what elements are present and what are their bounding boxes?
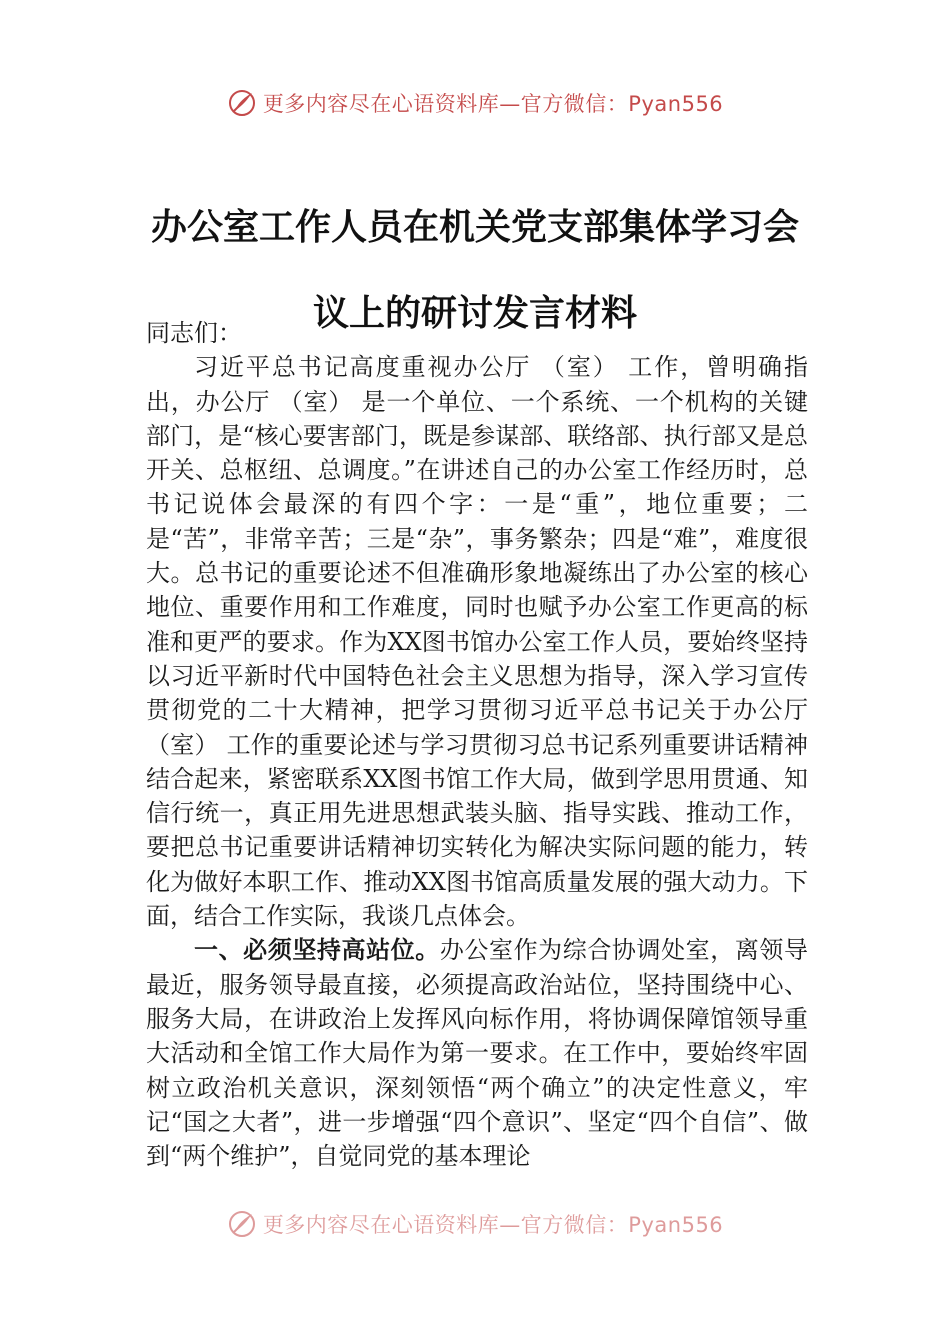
- greeting: 同志们：: [146, 319, 242, 347]
- section-1-heading: 一、必须坚持高站位。: [194, 935, 440, 965]
- quill-logo-icon: [227, 88, 257, 118]
- section-1-text: 办公室作为综合协调处室，离领导最近，服务领导最直接，必须提高政治站位，坚持围绕中心、服务大局，在讲政治上发挥风向标作用，将协调保障馆领导重大活动和全馆工作大局作为第一要求。在工作中，要始终牢固树立政治机关意识，深刻领悟“两个确立”的决定性意义，牢记“国之大者”，进一步增强“四个意识”、坚定“四个自信”、做到“两个维护”，自觉同党的基本理论: [146, 936, 809, 1171]
- document-body: [146, 316, 808, 1173]
- quill-logo-icon: [227, 1209, 257, 1239]
- watermark-text: 更多内容尽在心语资料库—官方微信：Pyan556: [262, 1213, 724, 1237]
- watermark-text: 更多内容尽在心语资料库—官方微信：Pyan556: [262, 92, 724, 116]
- watermark-footer: [0, 1209, 950, 1239]
- paragraph-section-1: [146, 933, 808, 1173]
- title-line-1: 办公室工作人员在机关党支部集体学习会: [150, 206, 799, 248]
- paragraph-intro: 习近平总书记高度重视办公厅 （室） 工作，曾明确指出，办公厅 （室） 是一个单位、一个系统、一个机构的关键部门，是“核心要害部门，既是参谋部、联络部、执行部又是总开关、总枢纽、总调度。”在讲述自己的办公室工作经历时，总书记说体会最深的有四个字：一是“重”，地位重要；二是“苦”，非常辛苦；三是“杂”，事务繁杂；四是“难”，难度很大。总书记的重要论述不但准确形象地凝练出了办公室的核心地位、重要作用和工作难度，同时也赋予办公室工作更高的标准和更严的要求。作为XX图书馆办公室工作人员，要始终坚持以习近平新时代中国特色社会主义思想为指导，深入学习宣传贯彻党的二十大精神，把学习贯彻习近平总书记关于办公厅 （室） 工作的重要论述与学习贯彻习总书记系列重要讲话精神结合起来，紧密联系XX图书馆工作大局，做到学思用贯通、知信行统一，真正用先进思想武装头脑、指导实践、推动工作，要把总书记重要讲话精神切实转化为解决实际问题的能力，转化为做好本职工作、推动XX图书馆高质量发展的强大动力。下面，结合工作实际，我谈几点体会。: [146, 353, 808, 931]
- title-line-2: 议上的研讨发言材料: [312, 292, 637, 334]
- watermark-header: [0, 88, 950, 118]
